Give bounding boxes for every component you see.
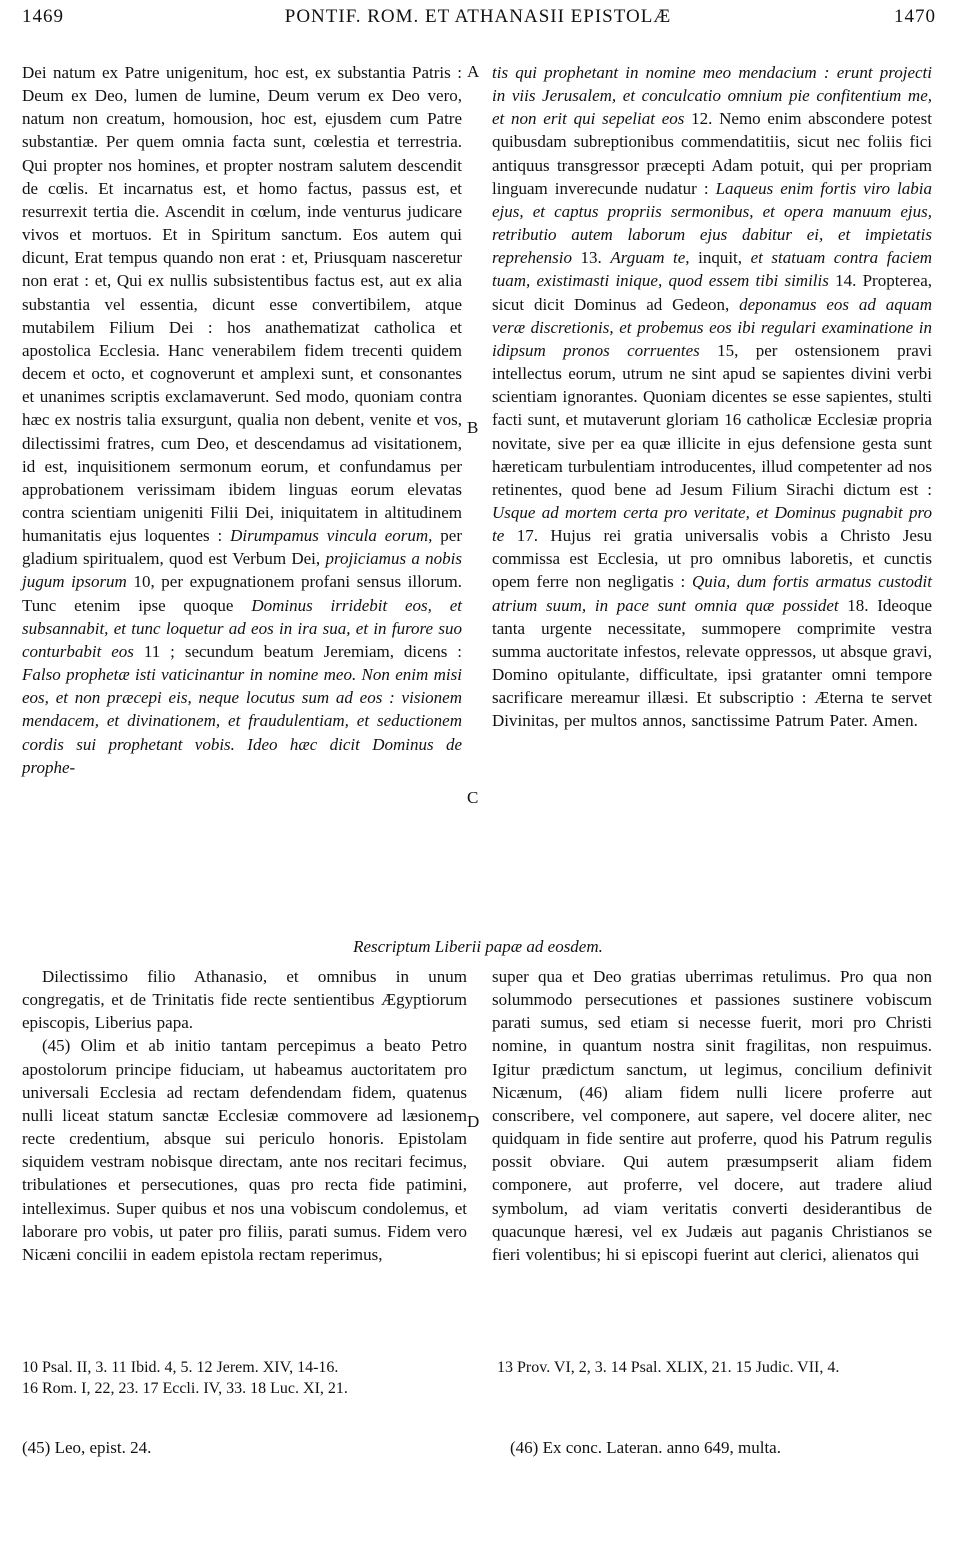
text-run: per gladium spiritualem, quod est Verbum Dei,: [22, 526, 463, 569]
text-run: 12. Nemo enim abscondere potest quibusdam subreptionibus commendatitiis, sicut nec foliis fici antiquus transgressor præcepti Adam potuit, qui per propriam linguam inverecunde nudatur :: [492, 109, 932, 198]
text-run: 11 ; secundum beatum Jeremiam, dicens :: [143, 641, 463, 661]
column-bottom-right: [492, 965, 932, 1266]
margin-letter-d: D: [467, 1112, 480, 1131]
text-run: 10, per expugnationem profani sensus illorum. Tunc etenim ipse quoque: [22, 572, 463, 615]
column-top-right: [492, 61, 932, 733]
column-bottom-left: [22, 965, 467, 1266]
footnotes-right: [497, 1357, 937, 1378]
running-header: PONTIF. ROM. ET ATHANASII EPISTOLÆ: [284, 6, 672, 27]
italic-quote: et statuam contra faciem tuam, existimasti inique, quod essem tibi similis: [492, 248, 933, 291]
margin-letter-b: B: [467, 418, 479, 437]
text-run: 18. Ideoque tanta urgente necessitate, summopere comprimite vestra summa auctoritate infestos, relevate oppressos, ut absque gravi, Domino opitulante, difficultate, ipsi gratanter omni tempore sacrificare mereamur illæsi. Et subscriptio : Æterna te servet Divinitas, per multos annos, sanctissime Patrum Pater. Amen.: [492, 595, 932, 731]
text-run: 17. Hujus rei gratia universalis vobis a Christo Jesu commissa est Ecclesia, ut pro omnibus laboretis, et cunctis opem ferre non negligatis :: [492, 526, 933, 592]
text-run: 14. Propterea,: [835, 271, 932, 291]
text-run: inquit,: [698, 248, 743, 268]
margin-letter-c: C: [467, 788, 479, 807]
italic-quote: projiciamus a nobis jugum ipsorum: [22, 549, 463, 592]
italic-quote: Laqueus enim fortis viro labia ejus, et captus propriis sermonibus, et opera manuum ejus, retributio autem laborum ejus dabitur ei, et impietatis reprehensio: [492, 178, 933, 268]
margin-letter-a: A: [467, 62, 480, 81]
italic-quote: Arguam te,: [610, 248, 690, 268]
italic-quote: Usque ad mortem certa pro veritate, et Dominus pugnabit pro te: [492, 502, 932, 546]
salutation-paragraph: Dilectissimo filio Athanasio, et omnibus in unum congregatis, et de Trinitatis fide recte sentientibus Ægyptiorum episcopis, Liberius papa.: [22, 967, 467, 1033]
editor-note-right: (46) Ex conc. Lateran. anno 649, multa.: [510, 1438, 781, 1457]
editor-note-left: (45) Leo, epist. 24.: [22, 1438, 152, 1457]
column-top-left: [22, 61, 462, 779]
italic-quote: tis qui prophetant in nomine meo mendacium : erunt projecti in viis Jerusalem, et conculcatio omnium pie confitentium me, et non erit qui sepeliat eos: [492, 63, 932, 129]
italic-quote: Quia, dum fortis armatus custodit atrium suum, in pace sunt omnia quæ possidet: [492, 572, 932, 615]
text-run: 15, per ostensionem pravi intellectus eorum, utrum ne sint apud se sapientes divini verbi scientiam ignorantes. Quoniam dicentes se esse sapientes, stulti facti sunt, et mutaverunt gloriam 16 catholicæ Ecclesiæ propria novitate, sive per ea quæ illicite in ejus defensione gesta sunt hæreticam turbulentiam introducentes, illud competenter ad nos retinentes, quod bene ad Jesum Filium Sirachi dictum est :: [492, 340, 932, 499]
text-run: sicut dicit Dominus ad Gedeon,: [492, 294, 730, 314]
text-run: 13.: [580, 248, 602, 268]
section-title: Rescriptum Liberii papæ ad eosdem.: [353, 937, 603, 956]
body-paragraph: (45) Olim et ab initio tantam percepimus a beato Petro apostolorum principe fiduciam, ut habeamus auctoritatem pro universali Ecclesia ad rectam defendendam fidem, quatenus nulli liceat statum sanctæ Ecclesiæ commovere ad læsionem recte credentium, absque sui periculo honoris. Epistolam siquidem vestram nobisque directam, ante nos recitari fecimus, tribulationes et persecutiones, quas pro recta fide patimini, intelleximus. Super quibus et nos una vobiscum condolemus, et laborare pro vobis, ut pater pro filiis, parati sumus. Fidem vero Nicæni concilii in eadem epistola rectam reperimus,: [22, 1036, 467, 1264]
page-number-left: 1469: [22, 6, 64, 27]
text-run: Dei natum ex Patre unigenitum, hoc est, ex substantia Patris : Deum ex Deo, lumen de lumine, Deum verum ex Deo vero, natum non creatum, homousion, hoc est, ejusdem cum Patre substantiæ. Per quem omnia facta sunt, cœlestia et terrestria. Qui propter nos homines, et propter nostram salutem descendit de cœlis. Et incarnatus est, et homo factus, passus est, et resurrexit tertia die. Ascendit in cœlum, inde venturus judicare vivos et mortuos. Et in Spiritum sanctum. Eos autem qui dicunt, Erat tempus quando non erat : et, Priusquam nasceretur non erat : et, Qui ex nullis subsistentibus factus est, aut ex alia substantia vel essentia, dicunt esse convertibilem, atque mutabilem Filium Dei : hos anathematizat catholica et apostolica Ecclesia. Hanc venerabilem fidem trecenti quidem decem et octo, et cognoverunt et amplexi sunt, et consonantes et unanimes scriptis exclamaverunt. Sed modo, quoniam contra hæc ex nostris talia exsurgunt, qualia non debent, venite et vos, dilectissimi fratres, cum Deo, et descendamus ad visitationem, id est, inquisitionem sermonum eorum, et confundamus per approbationem verissimam ibidem linguas eorum elevatas contra scientiam unigeniti Filii Dei, iniquitatem in altitudinem humanitatis ejus loquentes :: [22, 63, 462, 546]
footnote-line: 13 Prov. VI, 2, 3. 14 Psal. XLIX, 21. 15 Judic. VII, 4.: [497, 1359, 840, 1376]
body-paragraph: super qua et Deo gratias uberrimas retulimus. Pro qua non solummodo persecutiones et passiones sustinere vobiscum parati sumus, sed etiam si necesse fuerit, mori pro Christi nomine, in quantum nostra sinit fragilitas, non respuimus. Igitur prædictum sanctum, ut legimus, concilium definivit Nicænum, (46) aliam fidem nulli licere proferre aut conscribere, vel componere, aut sapere, vel docere aliter, nec quidquam in fide sentire aut proferre, quod his Patrum regulis possit obviare. Qui autem præsumpserit aliam fidem componere, aut proferre, vel docere, aut tradere aliud symbolum, ad viam veritatis converti desiderantibus de quacunque hæresi, vel ex Judæis aut paganis Christianos se fieri volentibus; hi si episcopi fuerint aut clerici, alienatos qui: [492, 967, 932, 1264]
italic-quote: Falso prophetæ isti vaticinantur in nomine meo. Non enim misi eos, et non præcepi eis, neque locutus sum ad eos : visionem mendacem, et divinationem, et fraudulentiam, et seductionem cordis sui prophetant vobis. Ideo hæc dicit Dominus de prophe-: [22, 665, 462, 777]
italic-quote: Dirumpamus vincula eorum,: [230, 526, 433, 546]
italic-quote: deponamus eos ad aquam veræ discretionis, et probemus eos ibi regulari examinatione in idipsum pronos corruentes: [492, 294, 932, 360]
page-number-right: 1470: [894, 6, 936, 27]
italic-quote: Dominus irridebit eos, et subsannabit, et tunc loquetur ad eos in ira sua, et in furore suo conturbabit eos: [22, 595, 463, 661]
footnotes-left: [22, 1357, 492, 1399]
footnote-line: 16 Rom. I, 22, 23. 17 Eccli. IV, 33. 18 Luc. XI, 21.: [22, 1380, 348, 1397]
footnote-line: 10 Psal. II, 3. 11 Ibid. 4, 5. 12 Jerem. XIV, 14-16.: [22, 1359, 339, 1376]
